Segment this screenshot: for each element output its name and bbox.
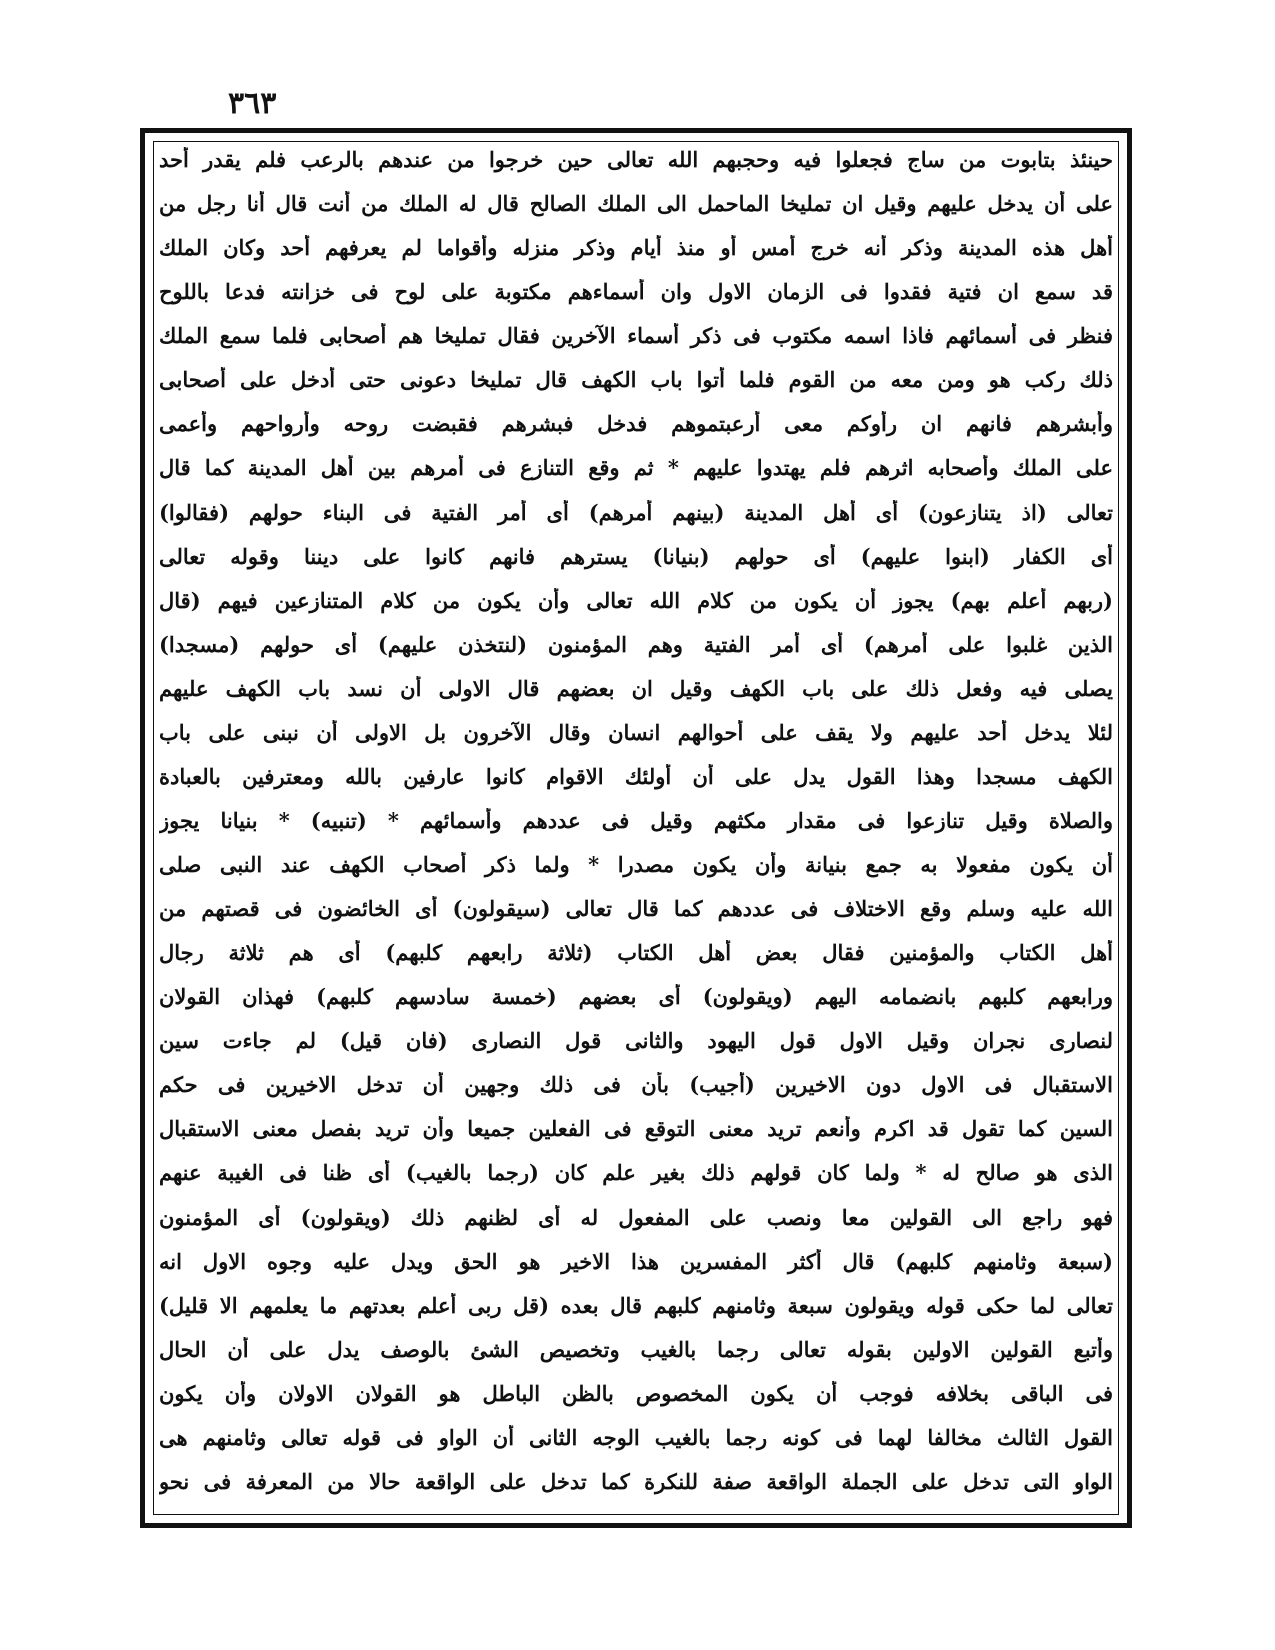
text-line: (سبعة وثامنهم كلبهم) قال أكثر المفسرين هذا الاخير هو الحق ويدل عليه وجوه الاول انه xyxy=(159,1248,1113,1274)
text-line: أهل الكتاب والمؤمنين فقال بعض أهل الكتاب (ثلاثة رابعهم كلبهم) أى هم ثلاثة رجال xyxy=(159,940,1113,966)
text-line: الواو التى تدخل على الجملة الواقعة صفة للنكرة كما تدخل على الواقعة حالا من المعرفة فى نحو xyxy=(159,1468,1113,1494)
text-line: القول الثالث مخالفا لهما فى كونه رجما بالغيب الوجه الثانى أن الواو فى قوله تعالى وثامنهم هى xyxy=(159,1424,1113,1450)
page-number: ٣٦٣ xyxy=(228,86,277,121)
main-text xyxy=(159,147,1113,1511)
text-line: الذى هو صالح له * ولما كان قولهم ذلك بغير علم كان (رجما بالغيب) أى ظنا فى الغيبة عنهم xyxy=(159,1160,1113,1186)
text-line: وأتبع القولين الاولين بقوله تعالى رجما بالغيب وتخصيص الشئ بالوصف يدل على أن الحال xyxy=(159,1336,1113,1362)
text-line: الكهف مسجدا وهذا القول يدل على أن أولئك الاقوام كانوا عارفين بالله ومعترفين بالعبادة xyxy=(159,763,1113,789)
text-line: الله عليه وسلم وقع الاختلاف فى عددهم كما قال تعالى (سيقولون) أى الخائضون فى قصتهم من xyxy=(159,896,1113,922)
text-line: فنظر فى أسمائهم فاذا اسمه مكتوب فى ذكر أسماء الآخرين فقال تمليخا هم أصحابى فلما سمع الملك xyxy=(159,323,1113,349)
page-border xyxy=(140,128,1132,1528)
text-line: تعالى لما حكى قوله ويقولون سبعة وثامنهم كلبهم قال بعده (قل ربى أعلم بعدتهم ما يعلمهم الا قليل) xyxy=(159,1292,1113,1318)
text-line: لئلا يدخل أحد عليهم ولا يقف على أحوالهم انسان وقال الآخرون بل الاولى أن نبنى على باب xyxy=(159,719,1113,745)
text-line: على أن يدخل عليهم وقيل ان تمليخا الماحمل الى الملك الصالح قال له الملك من أنت قال أنا رجل من xyxy=(159,191,1113,217)
text-line: الاستقبال فى الاول دون الاخيرين (أجيب) بأن فى ذلك وجهين أن تدخل الاخيرين فى حكم xyxy=(159,1072,1113,1098)
text-line: فهو راجع الى القولين معا ونصب على المفعول له أى لظنهم ذلك (ويقولون) أى المؤمنون xyxy=(159,1204,1113,1230)
text-line: (ربهم أعلم بهم) يجوز أن يكون من كلام الله تعالى وأن يكون من كلام المتنازعين فيهم (قال xyxy=(159,587,1113,613)
text-line: حينئذ بتابوت من ساج فجعلوا فيه وحجبهم الله تعالى حين خرجوا من عندهم بالرعب فلم يقدر أحد xyxy=(159,147,1113,172)
text-line: الذين غلبوا على أمرهم) أى أمر الفتية وهم المؤمنون (لنتخذن عليهم) أى حولهم (مسجدا) xyxy=(159,631,1113,657)
text-line: على الملك وأصحابه اثرهم فلم يهتدوا عليهم * ثم وقع التنازع فى أمرهم بين أهل المدينة كما قال xyxy=(159,455,1113,481)
text-line: ذلك ركب هو ومن معه من القوم فلما أتوا باب الكهف قال تمليخا دعونى حتى أدخل على أصحابى xyxy=(159,367,1113,393)
text-line: أن يكون مفعولا به جمع بنيانة وأن يكون مصدرا * ولما ذكر أصحاب الكهف عند النبى صلى xyxy=(159,852,1113,877)
text-line: والصلاة وقيل تنازعوا فى مقدار مكثهم وقيل فى عددهم وأسمائهم * (تنبيه) * بنيانا يجوز xyxy=(159,807,1113,833)
text-line: فى الباقى بخلافه فوجب أن يكون المخصوص بالظن الباطل هو القولان الاولان وأن يكون xyxy=(159,1380,1113,1406)
text-line: قد سمع ان فتية فقدوا فى الزمان الاول وان أسماءهم مكتوبة على لوح فى خزانته فدعا باللوح xyxy=(159,279,1113,305)
text-line: لنصارى نجران وقيل الاول قول اليهود والثانى قول النصارى (فان قيل) لم جاءت سين xyxy=(159,1028,1113,1054)
text-line: تعالى (اذ يتنازعون) أى أهل المدينة (بينهم أمرهم) أى أمر الفتية فى البناء حولهم (فقالوا) xyxy=(159,499,1113,525)
text-line: أهل هذه المدينة وذكر أنه خرج أمس أو منذ أيام وذكر منزله وأقواما لم يعرفهم أحد وكان الملك xyxy=(159,235,1113,261)
text-line: ورابعهم كلبهم بانضمامه اليهم (ويقولون) أى بعضهم (خمسة سادسهم كلبهم) فهذان القولان xyxy=(159,984,1113,1010)
text-line: يصلى فيه وفعل ذلك على باب الكهف وقيل ان بعضهم قال الاولى أن نسد باب الكهف عليهم xyxy=(159,675,1113,701)
text-line: أى الكفار (ابنوا عليهم) أى حولهم (بنيانا) يسترهم فانهم كانوا على ديننا وقوله تعالى xyxy=(159,543,1113,569)
text-line: السين كما تقول قد اكرم وأنعم تريد معنى التوقع فى الفعلين جميعا وأن تريد بفصل معنى الاستقبال xyxy=(159,1116,1113,1142)
text-line: وأبشرهم فانهم ان رأوكم معى أرعبتموهم فدخل فبشرهم فقبضت روحه وأرواحهم وأعمى xyxy=(159,411,1113,437)
